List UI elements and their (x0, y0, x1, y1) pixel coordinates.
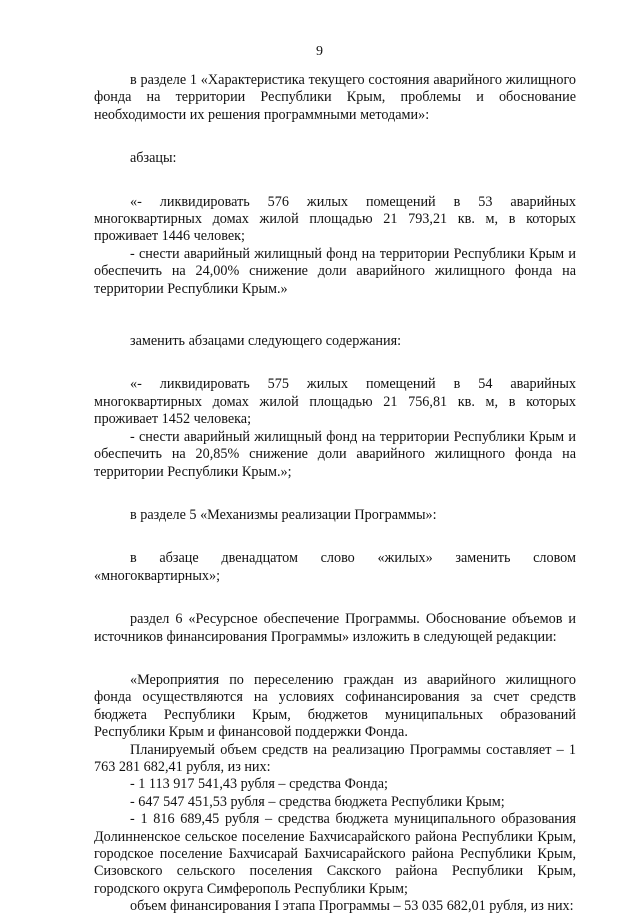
paragraph-section6-quote-6: объем финансирования I этапа Программы – 53 035 682,01 рубля, из них: (130, 898, 574, 915)
paragraph-new-quote-2: - снести аварийный жилищный фонд на территории Республики Крым и обеспечить на 20,85% снижение доли аварийного жилищного фонда на территории Республики Крым.»; (94, 428, 576, 480)
paragraph-section6-quote-5: - 1 816 689,45 рубля – средства бюджета муниципального образования Долинненское сельское поселение Бахчисарайского района Республики Крым, городское поселение Бахчисарай Бахчисарайского района Республики Крым, Сизовского сельского поселения Сакского района Республики Крым, городского округа Симферополь Республики Крым; (94, 811, 576, 897)
paragraph-section6-quote-3: - 1 113 917 541,43 рубля – средства Фонда; (130, 776, 388, 793)
paragraph-abzatsy: абзацы: (130, 150, 177, 167)
paragraph-section5-change: в абзаце двенадцатом слово «жилых» заменить словом «многоквартирных»; (94, 550, 576, 584)
paragraph-section6-quote-2: Планируемый объем средств на реализацию Программы составляет – 1 763 281 682,41 рубля, из них: (94, 741, 576, 775)
page-number: 9 (316, 44, 323, 59)
paragraph-replace-label: заменить абзацами следующего содержания: (130, 333, 402, 350)
paragraph-old-quote-2: - снести аварийный жилищный фонд на территории Республики Крым и обеспечить на 24,00% снижение доли аварийного жилищного фонда на территории Республики Крым.» (94, 245, 576, 297)
paragraph-section1-intro: в разделе 1 «Характеристика текущего состояния аварийного жилищного фонда на территории Республики Крым, проблемы и обоснование необходимости их решения программными методами»: (94, 72, 576, 123)
paragraph-new-quote-1: «- ликвидировать 575 жилых помещений в 54 аварийных многоквартирных домах жилой площадью 21 756,81 кв. м, в которых проживает 1452 человека; (94, 376, 576, 428)
paragraph-section6-quote-4: - 647 547 451,53 рубля – средства бюджета Республики Крым; (130, 793, 505, 810)
paragraph-old-quote-1: «- ликвидировать 576 жилых помещений в 53 аварийных многоквартирных домах жилой площадью 21 793,21 кв. м, в которых проживает 1446 человек; (94, 193, 576, 245)
paragraph-section6-intro: раздел 6 «Ресурсное обеспечение Программы. Обоснование объемов и источников финансирования Программы» изложить в следующей редакции: (94, 611, 576, 645)
paragraph-section5-intro: в разделе 5 «Механизмы реализации Программы»: (130, 506, 437, 523)
document-body (94, 72, 576, 916)
paragraph-section6-quote-1: «Мероприятия по переселению граждан из аварийного жилищного фонда осуществляются на условиях софинансирования за счет средств бюджета Республики Крым, бюджетов муниципальных образований Республики Крым и финансовой поддержки Фонда. (94, 671, 576, 741)
